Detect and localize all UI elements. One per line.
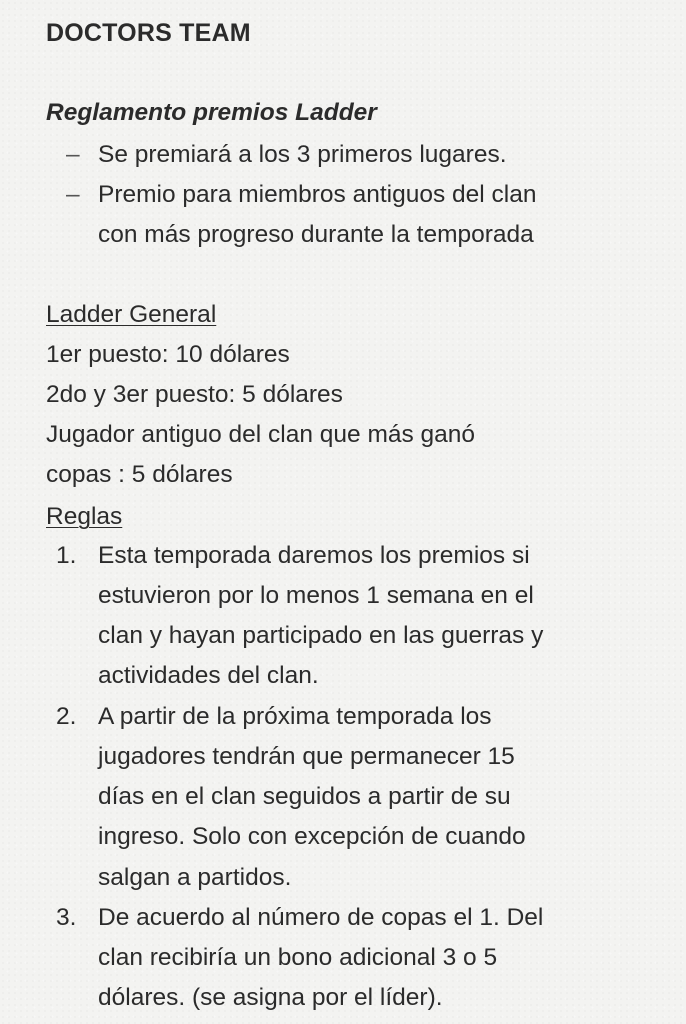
rule-number: 1. xyxy=(56,542,77,569)
rule-number: 3. xyxy=(56,904,77,931)
document-title: DOCTORS TEAM xyxy=(46,19,251,47)
ladder-line: Jugador antiguo del clan que más ganó xyxy=(46,421,476,448)
rule-text: clan y hayan participado en las guerras y xyxy=(98,622,544,649)
bullet-dash: – xyxy=(66,141,80,168)
rule-number: 2. xyxy=(56,703,77,730)
rule-text: jugadores tendrán que permanecer 15 xyxy=(98,743,515,770)
rule-text: dólares. (se asigna por el líder). xyxy=(98,984,443,1011)
ladder-line: copas : 5 dólares xyxy=(46,461,233,488)
rule-text: ingreso. Solo con excepción de cuando xyxy=(98,823,526,850)
rule-text: estuvieron por lo menos 1 semana en el xyxy=(98,582,534,609)
bullet-text: Premio para miembros antiguos del clan xyxy=(98,181,537,208)
bullet-text: con más progreso durante la temporada xyxy=(98,221,534,248)
document-subtitle: Reglamento premios Ladder xyxy=(46,99,377,126)
bullet-dash: – xyxy=(66,181,80,208)
rule-text: salgan a partidos. xyxy=(98,864,292,891)
rule-text: actividades del clan. xyxy=(98,662,319,689)
rule-text: clan recibiría un bono adicional 3 o 5 xyxy=(98,944,498,971)
rule-text: A partir de la próxima temporada los xyxy=(98,703,492,730)
ladder-line: 2do y 3er puesto: 5 dólares xyxy=(46,381,343,408)
rule-text: días en el clan seguidos a partir de su xyxy=(98,783,511,810)
ladder-line: 1er puesto: 10 dólares xyxy=(46,341,290,368)
ladder-heading: Ladder General xyxy=(46,301,217,328)
rules-heading: Reglas xyxy=(46,503,123,530)
rule-text: De acuerdo al número de copas el 1. Del xyxy=(98,904,544,931)
rule-text: Esta temporada daremos los premios si xyxy=(98,542,530,569)
bullet-text: Se premiará a los 3 primeros lugares. xyxy=(98,141,507,168)
